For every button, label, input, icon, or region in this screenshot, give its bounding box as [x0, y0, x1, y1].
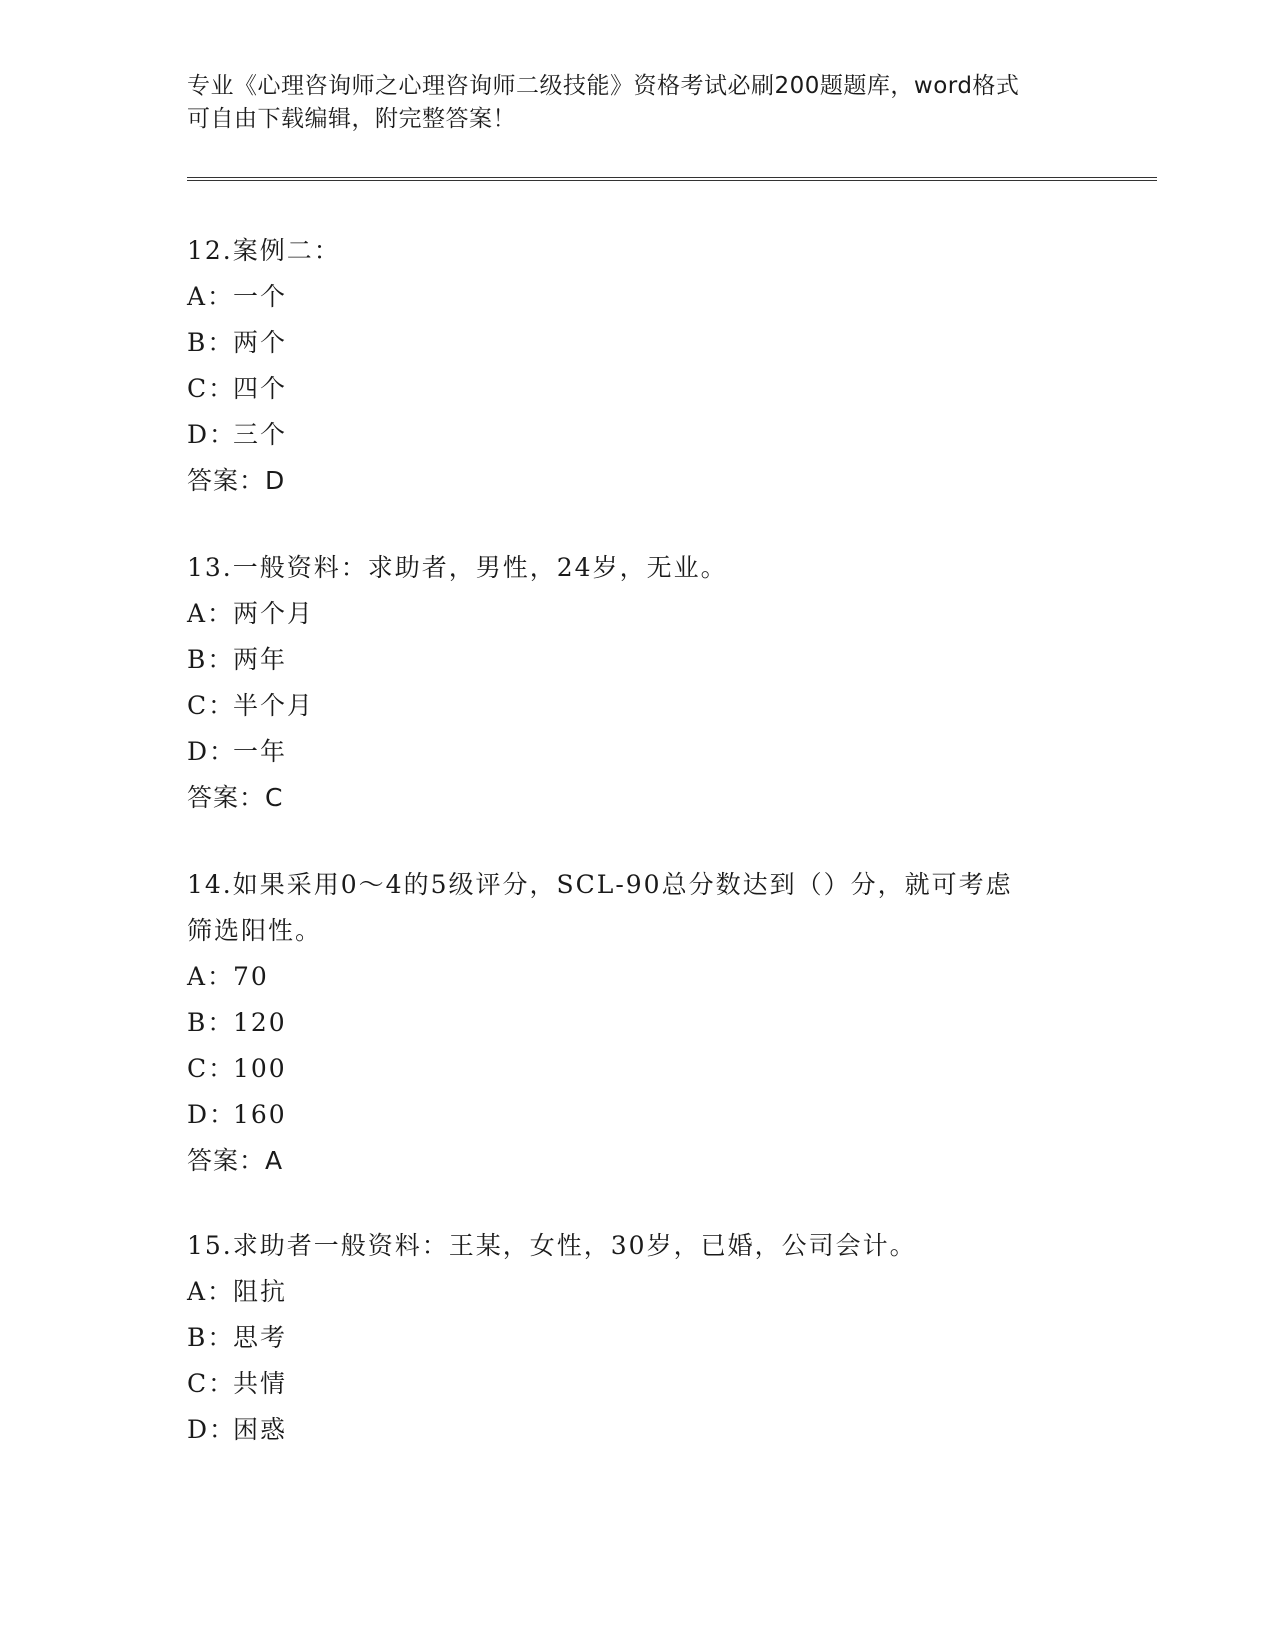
option-text: 160	[233, 1100, 287, 1129]
option-text: 阻抗	[233, 1277, 288, 1306]
question-13	[187, 545, 1087, 821]
option-a	[187, 274, 1087, 320]
option-c	[187, 683, 1087, 729]
option-d	[187, 1407, 1087, 1453]
option-key: A：	[187, 962, 235, 991]
option-a	[187, 954, 1087, 1000]
option-key: B：	[187, 1008, 235, 1037]
option-text: 120	[233, 1008, 287, 1037]
option-key: D：	[187, 737, 237, 766]
document-header	[187, 70, 1087, 136]
question-stem: 14.如果采用0～4的5级评分，SCL-90总分数达到（）分，就可考虑	[187, 870, 1013, 899]
option-key: D：	[187, 1415, 237, 1444]
option-d	[187, 412, 1087, 458]
option-key: B：	[187, 645, 235, 674]
option-text: 两个	[233, 328, 288, 357]
option-c	[187, 1046, 1087, 1092]
option-key: C：	[187, 1369, 236, 1398]
option-key: B：	[187, 328, 235, 357]
option-b	[187, 320, 1087, 366]
option-text: 半个月	[233, 691, 315, 720]
option-text: 共情	[233, 1369, 288, 1398]
option-text: 100	[233, 1054, 287, 1083]
question-stem: 12.案例二：	[187, 236, 341, 265]
option-text: 困惑	[233, 1415, 288, 1444]
option-c	[187, 1361, 1087, 1407]
question-12	[187, 228, 1087, 504]
question-stem: 13.一般资料：求助者，男性，24岁，无业。	[187, 553, 728, 582]
option-a	[187, 591, 1087, 637]
question-stem-continued: 筛选阳性。	[187, 916, 323, 945]
header-divider	[187, 177, 1157, 181]
option-a	[187, 1269, 1087, 1315]
question-15	[187, 1223, 1087, 1453]
answer-line: 答案：C	[187, 783, 284, 812]
option-b	[187, 1315, 1087, 1361]
option-text: 四个	[233, 374, 288, 403]
option-text: 一年	[233, 737, 288, 766]
option-key: A：	[187, 1277, 235, 1306]
option-key: C：	[187, 374, 236, 403]
option-text: 70	[233, 962, 269, 991]
option-key: C：	[187, 691, 236, 720]
option-text: 思考	[233, 1323, 288, 1352]
answer-line: 答案：D	[187, 466, 286, 495]
option-key: A：	[187, 599, 235, 628]
option-d	[187, 1092, 1087, 1138]
header-line-2: 可自由下载编辑，附完整答案！	[187, 106, 516, 132]
option-b	[187, 1000, 1087, 1046]
option-text: 三个	[233, 420, 288, 449]
option-text: 两个月	[233, 599, 315, 628]
option-text: 两年	[233, 645, 288, 674]
option-key: C：	[187, 1054, 236, 1083]
option-d	[187, 729, 1087, 775]
header-line-1: 专业《心理咨询师之心理咨询师二级技能》资格考试必刷200题题库，word格式	[187, 73, 1020, 99]
option-key: B：	[187, 1323, 235, 1352]
question-14	[187, 862, 1087, 1184]
question-stem: 15.求助者一般资料：王某，女性，30岁，已婚，公司会计。	[187, 1231, 917, 1260]
option-b	[187, 637, 1087, 683]
option-text: 一个	[233, 282, 288, 311]
option-key: D：	[187, 420, 237, 449]
option-key: A：	[187, 282, 235, 311]
option-c	[187, 366, 1087, 412]
answer-line: 答案：A	[187, 1146, 284, 1175]
option-key: D：	[187, 1100, 237, 1129]
